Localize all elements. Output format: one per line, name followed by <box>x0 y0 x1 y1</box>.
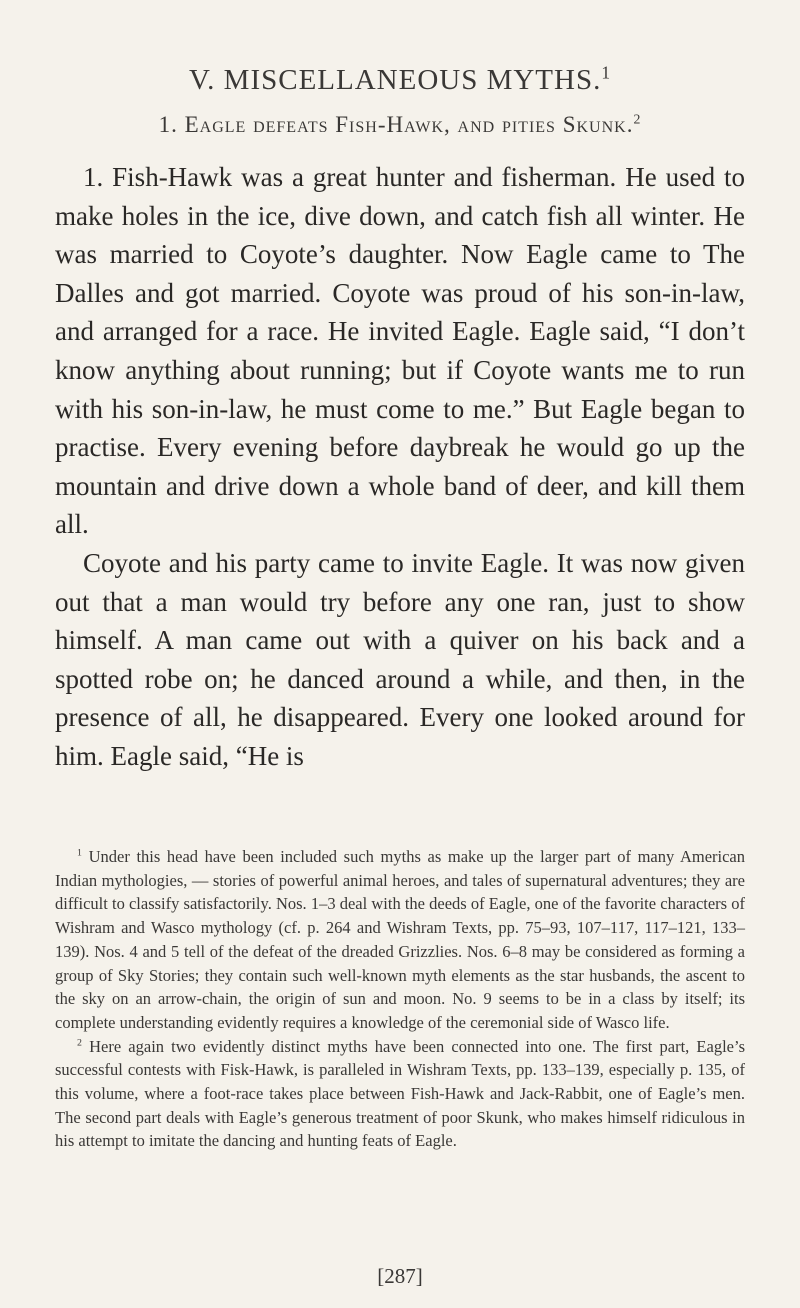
footnote-text: Here again two evidently distinct myths have been connected into one. The first part, Eagle’s successful contests with Fisk-Hawk, is paralleled in Wishram Texts, pp. 133–139, especially p. 135, of this volume, where a foot-race takes place between Fish-Hawk and Jack-Rabbit, one of Eagle’s men. The second part deals with Eagle’s generous treatment of poor Skunk, who makes himself ridiculous in his attempt to imitate the dancing and hunting feats of Eagle. <box>55 1036 746 1151</box>
section-title <box>0 112 800 138</box>
chapter-title-text: V. MISCELLANEOUS MYTHS. <box>188 64 602 96</box>
paragraph: Coyote and his party came to invite Eagle. It was now given out that a man would try before any one ran, just to show himself. A man came out with a quiver on his back and a spotted robe on; he danced around a while, and then, in the presence of all, he disappeared. Every one looked around for him. Eagle said, “He is <box>55 547 745 771</box>
footnote-mark: 2 <box>77 1037 82 1049</box>
section-title-text: 1. Eagle defeats Fish-Hawk, and pities Skunk. <box>158 112 634 137</box>
chapter-footnote-mark: 1 <box>601 62 612 83</box>
footnotes <box>55 845 745 1153</box>
paragraph: 1. Fish-Hawk was a great hunter and fisherman. He used to make holes in the ice, dive down, and catch fish all winter. He was married to Coyote’s daughter. Now Eagle came to The Dalles and got married. Coyote was proud of his son-in-law, and arranged for a race. He invited Eagle. Eagle said, “I don’t know anything about running; but if Coyote wants me to run with his son-in-law, he must come to me.” But Eagle began to practise. Every evening before daybreak he would go up the mountain and drive down a whole band of deer, and kill them all. <box>55 162 745 540</box>
footnote-mark: 1 <box>77 847 82 859</box>
footnote-text: Under this head have been included such myths as make up the larger part of many American Indian mythologies, — stories of powerful animal heroes, and tales of supernatural adventures; they are difficult to classify satisfactorily. Nos. 1–3 deal with the deeds of Eagle, one of the favorite characters of Wishram and Wasco mythology (cf. p. 264 and Wishram Texts, pp. 75–93, 107–117, 117–121, 133–139). Nos. 4 and 5 tell of the defeat of the dreaded Grizzlies. Nos. 6–8 may be considered as forming a group of Sky Stories; they contain such well-known myth elements as the star husbands, the ascent to the sky on an arrow-chain, the origin of sun and moon. No. 9 seems to be in a class by itself; its complete understanding evidently requires a knowledge of the ceremonial side of Wasco life. <box>55 847 746 1032</box>
footnote <box>55 845 745 1035</box>
footnote <box>55 1035 745 1154</box>
section-footnote-mark: 2 <box>633 111 642 127</box>
page-number: [287] <box>377 1264 423 1288</box>
main-text <box>55 158 745 776</box>
chapter-title <box>0 64 800 97</box>
